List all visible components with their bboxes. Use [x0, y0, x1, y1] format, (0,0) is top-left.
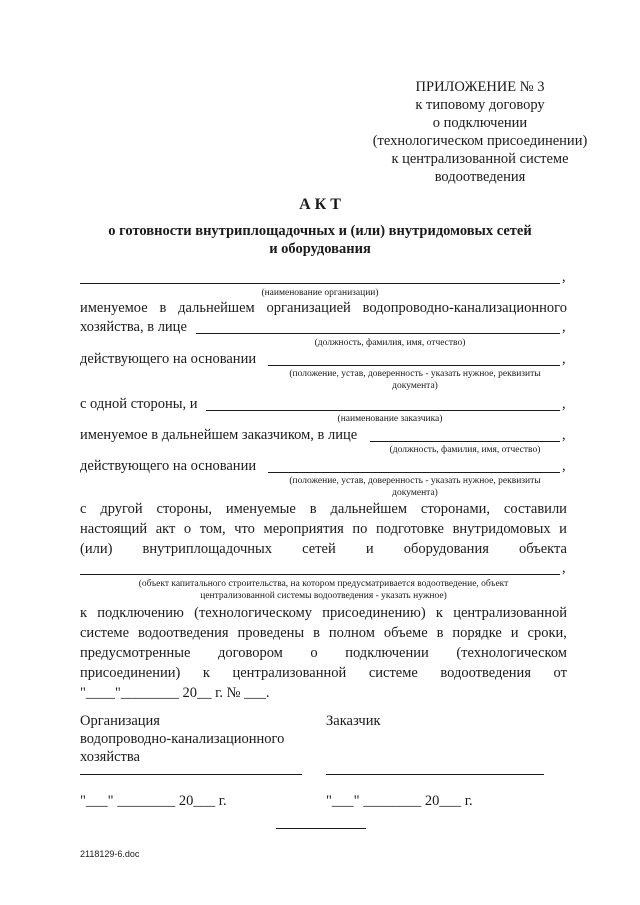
paragraph-line: предусмотренные договором о подключении (технологическом [80, 645, 567, 661]
org-signature-label: Организация [80, 713, 160, 729]
caption-basis: документа) [392, 381, 438, 391]
comma: , [562, 560, 566, 576]
paragraph-line: к подключению (технологическому присоединению) к централизованной [80, 605, 567, 621]
customer-signature-date: "___" ________ 20___ г. [326, 793, 473, 809]
paragraph-line: (или) внутриплощадочных сетей и оборудования объекта [80, 541, 567, 557]
caption-basis: документа) [392, 488, 438, 498]
customer-signature-line [326, 774, 544, 775]
caption-position: (должность, фамилия, имя, отчество) [314, 338, 466, 348]
comma: , [562, 458, 566, 474]
comma: , [562, 269, 566, 285]
paragraph-line: с другой стороны, именуемые в дальнейшем сторонами, составили [80, 501, 567, 517]
document-file-id: 2118129-6.doc [80, 849, 140, 859]
text-acting: действующего на основании [80, 458, 257, 474]
paragraph-line: системе водоотведения проведены в полном объеме в порядке и сроки, [80, 625, 567, 641]
comma: , [562, 319, 566, 335]
appendix-line: к централизованной системе [391, 151, 569, 167]
appendix-line: (технологическом присоединении) [372, 133, 588, 149]
customer-signature-label: Заказчик [326, 713, 381, 729]
caption-org-name: (наименование организации) [261, 288, 379, 298]
object-field-line [80, 574, 560, 575]
appendix-line: ПРИЛОЖЕНИЕ № 3 [415, 79, 545, 95]
document-subtitle: о готовности внутриплощадочных и (или) внутридомовых сетей [108, 223, 532, 239]
basis-field-line [268, 472, 560, 473]
comma: , [562, 427, 566, 443]
contract-date-number: "____"________ 20__ г. № ___. [80, 685, 270, 701]
text-economy: хозяйства, в лице [80, 319, 187, 335]
caption-object: централизованной системы водоотведения - указать нужное) [200, 591, 447, 601]
paragraph-line: присоединении) к централизованной системе водоотведения от [80, 665, 567, 681]
org-signature-date: "___" ________ 20___ г. [80, 793, 227, 809]
text-named-customer: именуемое в дальнейшем заказчиком, в лице [80, 427, 358, 443]
caption-position: (должность, фамилия, имя, отчество) [389, 445, 541, 455]
org-signature-line [80, 774, 302, 775]
org-signature-label: хозяйства [80, 749, 140, 765]
caption-basis: (положение, устав, доверенность - указать нужное, реквизиты [289, 369, 541, 379]
comma: , [562, 396, 566, 412]
comma: , [562, 351, 566, 367]
text-one-side: с одной стороны, и [80, 396, 198, 412]
org-signature-label: водопроводно-канализационного [80, 731, 285, 747]
paragraph-line: настоящий акт о том, что мероприятия по подготовке внутридомовых и [80, 521, 567, 537]
caption-object: (объект капитального строительства, на котором предусматривается водоотведение, объект [138, 579, 509, 589]
text-acting: действующего на основании [80, 351, 257, 367]
org-name-field-line [80, 283, 560, 284]
position-field-line [196, 333, 560, 334]
appendix-line: о подключении [432, 115, 528, 131]
basis-field-line [268, 365, 560, 366]
document-title: А К Т [299, 196, 341, 213]
customer-position-field-line [370, 441, 560, 442]
appendix-line: водоотведения [434, 169, 526, 185]
caption-basis: (положение, устав, доверенность - указать нужное, реквизиты [289, 476, 541, 486]
customer-name-field-line [206, 410, 560, 411]
appendix-line: к типовому договору [415, 97, 545, 113]
document-subtitle: и оборудования [269, 241, 371, 257]
caption-customer-name: (наименование заказчика) [337, 414, 443, 424]
paragraph-line: именуемое в дальнейшем организацией водопроводно-канализационного [80, 300, 567, 316]
bottom-divider [276, 828, 366, 829]
